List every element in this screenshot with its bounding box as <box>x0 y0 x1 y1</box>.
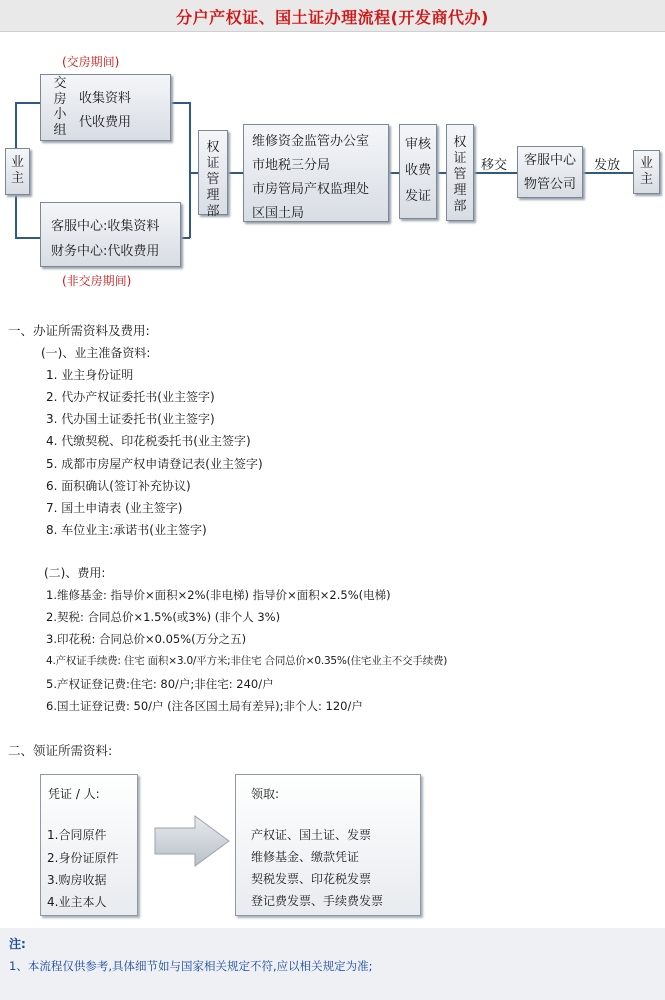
page-title: 分户产权证、国土证办理流程(开发商代办) <box>176 8 489 27</box>
connector-line <box>15 237 40 239</box>
fee-item: 2.契税: 合同总价×1.5%(或3%) (非个人 3%) <box>46 610 281 624</box>
material-item: 5. 成都市房屋产权申请登记表(业主签字) <box>46 457 263 471</box>
customer-center-text: 客服中心 <box>523 153 576 168</box>
material-item: 4. 代缴契税、印花税委托书(业主签字) <box>46 434 251 448</box>
material-item: 2. 代办产权证委托书(业主签字) <box>46 390 215 404</box>
owner-label-right: 业 主 <box>639 156 653 187</box>
issue-label: 发放 <box>594 158 621 173</box>
fee-item: 1.维修基金: 指导价×面积×2%(非电梯) 指导价×面积×2.5%(电梯) <box>46 588 391 602</box>
note-text: 1、本流程仅供参考,具体细节如与国家相关规定不符,应以相关规定为准; <box>9 959 373 973</box>
material-item: 7. 国土申请表 (业主签字) <box>46 501 183 515</box>
connector-line <box>15 102 40 104</box>
handover-period-label: (交房期间) <box>62 55 120 69</box>
review-item: 发证 <box>404 189 431 204</box>
service-finance-box <box>40 202 181 267</box>
rights-dept-label-1: 权 证 管 理 部 <box>206 140 220 219</box>
receive-item: 产权证、国土证、发票 <box>251 828 372 842</box>
fee-item: 6.国土证登记费: 50/户 (注各区国土局有差异);非个人: 120/户 <box>46 699 363 713</box>
property-company-text: 物管公司 <box>523 177 576 192</box>
finance-center-text: 财务中心:代收费用 <box>51 244 160 259</box>
owner-box-right <box>633 150 660 194</box>
voucher-item: 3.购房收据 <box>47 873 107 887</box>
agency-item: 市地税三分局 <box>252 158 331 173</box>
voucher-item: 1.合同原件 <box>47 828 107 842</box>
receive-panel-title: 领取: <box>251 787 280 801</box>
material-item: 1. 业主身份证明 <box>46 368 134 382</box>
receive-item: 登记费发票、手续费发票 <box>251 894 384 908</box>
customer-center-box <box>517 146 583 198</box>
voucher-item: 2.身份证原件 <box>47 851 119 865</box>
non-handover-period-label: (非交房期间) <box>62 274 132 288</box>
connector-line <box>389 172 399 174</box>
collect-materials-text: 收集资料 <box>79 91 132 106</box>
review-item: 审核 <box>404 137 431 152</box>
material-item: 6. 面积确认(签订补充协议) <box>46 479 191 493</box>
rights-dept-box-1 <box>198 130 228 219</box>
agency-item: 市房管局产权监理处 <box>252 182 370 197</box>
note-title: 注: <box>9 937 26 951</box>
fee-item: 5.产权证登记费:住宅: 80/户;非住宅: 240/户 <box>46 677 274 691</box>
right-arrow-icon <box>153 814 233 868</box>
connector-line <box>189 102 191 238</box>
connector-line <box>170 102 190 104</box>
material-item: 3. 代办国土证委托书(业主签字) <box>46 412 215 426</box>
section1-heading: 一、办证所需资料及费用: <box>8 323 150 338</box>
fees-subheading: (二)、费用: <box>44 566 106 580</box>
review-item: 收费 <box>404 163 431 178</box>
owner-box <box>5 148 30 195</box>
connector-line <box>228 172 243 174</box>
voucher-panel-title: 凭证 / 人: <box>48 787 100 801</box>
receive-item: 维修基金、缴款凭证 <box>251 850 360 864</box>
receive-panel <box>235 774 421 916</box>
transfer-label: 移交 <box>481 158 508 173</box>
service-center-text: 客服中心:收集资料 <box>51 219 160 234</box>
rights-dept-box-2 <box>446 124 474 221</box>
agency-item: 维修资金监管办公室 <box>252 134 370 149</box>
rights-dept-label-2: 权 证 管 理 部 <box>453 135 467 214</box>
material-item: 8. 车位业主:承诺书(业主签字) <box>46 523 207 537</box>
section2-heading: 二、领证所需资料: <box>8 743 113 758</box>
agency-item: 区国土局 <box>252 206 305 221</box>
connector-line <box>437 172 446 174</box>
agencies-box <box>243 124 389 222</box>
receive-item: 契税发票、印花税发票 <box>251 872 372 886</box>
fee-item: 4.产权证手续费: 住宅 面积×3.0/平方米;非住宅 合同总价×0.35%(住宅业主不交手续费) <box>46 655 448 667</box>
voucher-panel <box>40 774 138 916</box>
owner-label: 业 主 <box>10 155 24 186</box>
handover-group-name: 交 房 小 组 <box>53 76 67 138</box>
connector-line <box>190 172 198 174</box>
fee-item: 3.印花税: 合同总价×0.05%(万分之五) <box>46 632 247 646</box>
handover-group-box <box>40 74 171 141</box>
materials-subheading: (一)、业主准备资料: <box>41 346 151 360</box>
collect-fees-text: 代收费用 <box>79 115 132 130</box>
voucher-item: 4.业主本人 <box>47 895 107 909</box>
review-box <box>399 124 437 219</box>
